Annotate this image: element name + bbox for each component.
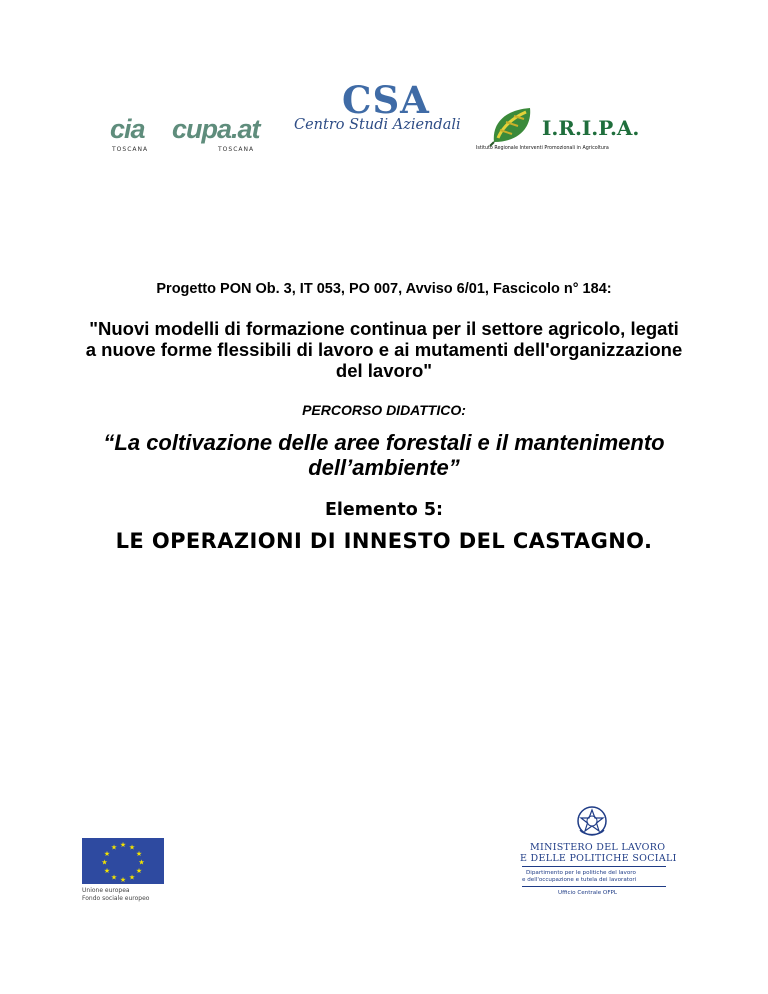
eu-caption-line1: Unione europea [82,887,130,894]
iripa-logo-name: I.R.I.P.A. [542,116,640,140]
iripa-logo [476,106,674,154]
ministero-divider-2 [522,886,666,887]
project-title: "Nuovi modelli di formazione continua per il settore agricolo, legati a nuove forme flessibili di lavoro e ai mutamenti dell'organizzazione del lavoro" [85,318,683,381]
svg-text:★: ★ [101,858,108,867]
project-reference: Progetto PON Ob. 3, IT 053, PO 007, Avviso 6/01, Fascicolo n° 184: [156,281,612,297]
svg-text:★: ★ [103,850,111,858]
svg-text:★: ★ [119,841,127,849]
percorso-label: PERCORSO DIDATTICO: [302,402,466,418]
iripa-leaf-icon [490,106,536,146]
ministero-line5: Ufficio Centrale OFPL [558,890,618,896]
ministero-line3: Dipartimento per le politiche del lavoro [526,870,636,876]
svg-text:★: ★ [128,843,136,852]
svg-text:★: ★ [135,867,143,875]
ministero-line1: MINISTERO DEL LAVORO [530,842,666,853]
svg-text:★: ★ [119,876,127,884]
svg-text:★: ★ [135,850,143,858]
csa-logo-name: CSA [342,78,430,122]
svg-text:★: ★ [110,843,118,852]
ministero-divider [522,866,666,867]
svg-text:★: ★ [128,873,136,882]
element-title: LE OPERAZIONI DI INNESTO DEL CASTAGNO. [115,529,653,553]
csa-logo-subtitle: Centro Studi Aziendali [294,117,461,133]
ministero-logo [520,804,677,904]
percorso-title: “La coltivazione delle aree forestali e il mantenimento dell’ambiente” [103,430,665,480]
cia-logo-word: cia [110,114,145,144]
element-label: Elemento 5: [324,500,444,520]
svg-text:★: ★ [103,867,111,875]
ministero-line4: e dell'occupazione e tutela dei lavoratori [522,877,637,883]
cupa-logo-subtitle: TOSCANA [218,146,255,153]
csa-logo [294,78,472,142]
cupa-logo-word: cupa.at [172,114,260,144]
svg-text:★: ★ [110,873,118,882]
eu-flag-icon [82,838,166,884]
svg-text:★: ★ [138,858,145,867]
ministero-line2: E DELLE POLITICHE SOCIALI [520,853,677,864]
italian-emblem-icon [576,804,608,838]
cia-logo-subtitle: TOSCANA [112,146,149,153]
eu-logo [82,838,166,902]
eu-caption-line2: Fondo sociale europeo [82,895,150,902]
cupa-logo [172,116,274,156]
iripa-logo-subtitle: Istituto Regionale Interventi Promozionali in Agricoltura [476,146,609,151]
cia-logo [110,116,172,156]
